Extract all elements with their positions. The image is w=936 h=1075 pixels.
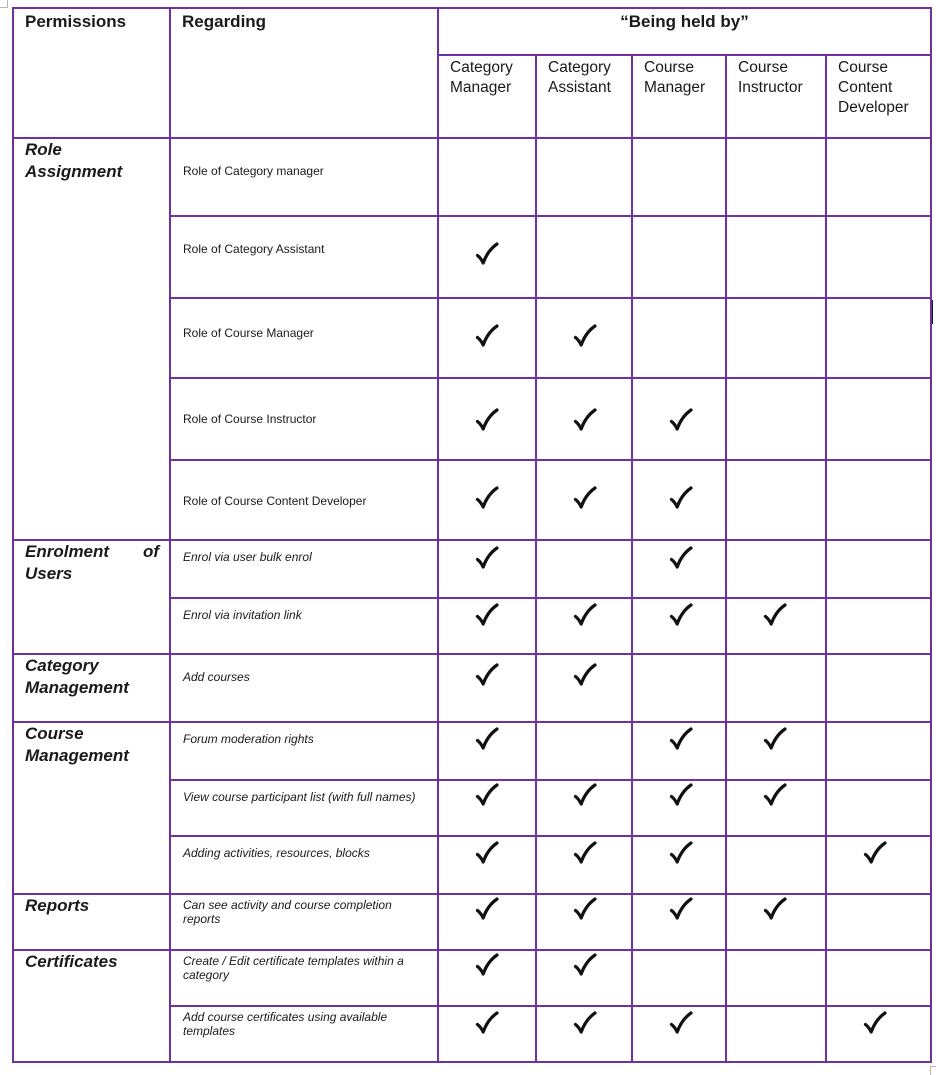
section-title-line: Management [25, 678, 129, 697]
checkmark-icon [669, 1011, 693, 1035]
table-row [13, 950, 931, 1006]
permission-cell-course-manager [632, 460, 726, 540]
table-row [13, 722, 931, 780]
permission-cell-category-manager [438, 950, 536, 1006]
permission-cell-course-instructor [726, 722, 826, 780]
permission-cell-course-content-developer [826, 950, 931, 1006]
permission-cell-course-content-developer [826, 298, 931, 378]
permission-cell-course-manager [632, 1006, 726, 1062]
section-title-reports [13, 894, 170, 950]
permission-cell-course-instructor [726, 540, 826, 598]
permission-cell-course-manager [632, 378, 726, 460]
section-title-enrolment-of-users [13, 540, 170, 654]
permission-cell-course-manager [632, 298, 726, 378]
regarding-cell: Adding activities, resources, blocks [170, 836, 438, 894]
regarding-cell: Add course certificates using available templates [170, 1006, 438, 1062]
permission-cell-category-manager [438, 138, 536, 216]
crop-mark-top-left [0, 0, 8, 8]
table-row [13, 654, 931, 722]
permission-cell-category-assistant [536, 722, 632, 780]
checkmark-icon [763, 603, 787, 627]
header-regarding: Regarding [170, 8, 438, 138]
checkmark-icon [475, 1011, 499, 1035]
checkmark-icon [573, 486, 597, 510]
header-role-course-manager [632, 55, 726, 138]
permission-cell-category-assistant [536, 836, 632, 894]
regarding-cell: Role of Category Assistant [170, 216, 438, 298]
table-header [13, 8, 931, 138]
permission-cell-course-content-developer [826, 780, 931, 836]
permission-cell-category-assistant [536, 894, 632, 950]
table-row [13, 138, 931, 216]
checkmark-icon [475, 663, 499, 687]
permission-cell-category-assistant [536, 298, 632, 378]
section-title-certificates [13, 950, 170, 1062]
permission-cell-course-instructor [726, 598, 826, 654]
section-title-line: Category [25, 656, 99, 675]
header-role-line: Developer [838, 99, 909, 116]
permission-cell-category-assistant [536, 138, 632, 216]
regarding-cell: Add courses [170, 654, 438, 722]
checkmark-icon [669, 546, 693, 570]
section-title-course-management [13, 722, 170, 894]
header-role-course-content-developer [826, 55, 931, 138]
permission-cell-course-content-developer [826, 378, 931, 460]
permission-cell-category-assistant [536, 598, 632, 654]
permission-cell-course-content-developer [826, 1006, 931, 1062]
checkmark-icon [573, 603, 597, 627]
permission-cell-category-manager [438, 298, 536, 378]
permissions-table [12, 7, 932, 1063]
permission-cell-category-assistant [536, 654, 632, 722]
checkmark-icon [669, 603, 693, 627]
permission-cell-category-manager [438, 460, 536, 540]
checkmark-icon [475, 897, 499, 921]
permission-cell-category-assistant [536, 780, 632, 836]
checkmark-icon [475, 783, 499, 807]
header-role-category-manager [438, 55, 536, 138]
section-title-role-assignment [13, 138, 170, 540]
permission-cell-course-manager [632, 894, 726, 950]
section-title-line: Reports [25, 896, 90, 915]
regarding-cell: Role of Course Instructor [170, 378, 438, 460]
permission-cell-category-manager [438, 894, 536, 950]
permission-cell-course-manager [632, 654, 726, 722]
checkmark-icon [669, 486, 693, 510]
checkmark-icon [475, 841, 499, 865]
permission-cell-course-manager [632, 540, 726, 598]
header-role-line: Course [738, 59, 788, 76]
permission-cell-course-instructor [726, 216, 826, 298]
table-body [13, 138, 931, 1062]
permission-cell-course-manager [632, 138, 726, 216]
regarding-cell: View course participant list (with full names) [170, 780, 438, 836]
section-title-line: Role [25, 140, 62, 159]
section-title-category-management [13, 654, 170, 722]
checkmark-icon [573, 1011, 597, 1035]
section-title-line: Assignment [25, 162, 123, 181]
header-role-line: Assistant [548, 79, 611, 96]
permission-cell-course-content-developer [826, 894, 931, 950]
permission-cell-course-content-developer [826, 836, 931, 894]
checkmark-icon [573, 841, 597, 865]
permission-cell-category-manager [438, 722, 536, 780]
permission-cell-category-assistant [536, 378, 632, 460]
permission-cell-course-instructor [726, 836, 826, 894]
regarding-cell: Forum moderation rights [170, 722, 438, 780]
table-row [13, 540, 931, 598]
permission-cell-course-content-developer [826, 216, 931, 298]
checkmark-icon [475, 242, 499, 266]
permission-cell-course-content-developer [826, 654, 931, 722]
header-role-category-assistant [536, 55, 632, 138]
permission-cell-category-assistant [536, 460, 632, 540]
permission-cell-course-instructor [726, 298, 826, 378]
permission-cell-category-assistant [536, 1006, 632, 1062]
permission-cell-course-instructor [726, 780, 826, 836]
header-role-line: Content [838, 79, 893, 96]
checkmark-icon [669, 783, 693, 807]
checkmark-icon [573, 408, 597, 432]
permission-cell-course-content-developer [826, 722, 931, 780]
section-title-line: Enrolment of [25, 542, 159, 561]
permission-cell-category-assistant [536, 216, 632, 298]
header-role-line: Course [644, 59, 694, 76]
permission-cell-category-manager [438, 1006, 536, 1062]
permission-cell-course-content-developer [826, 540, 931, 598]
checkmark-icon [763, 897, 787, 921]
permission-cell-course-manager [632, 216, 726, 298]
permission-cell-course-manager [632, 780, 726, 836]
checkmark-icon [763, 783, 787, 807]
checkmark-icon [763, 727, 787, 751]
regarding-cell: Role of Course Manager [170, 298, 438, 378]
permission-cell-category-assistant [536, 540, 632, 598]
table-row [13, 894, 931, 950]
permission-cell-category-manager [438, 654, 536, 722]
permission-cell-course-manager [632, 836, 726, 894]
checkmark-icon [475, 546, 499, 570]
permission-cell-course-instructor [726, 138, 826, 216]
permission-cell-course-instructor [726, 1006, 826, 1062]
section-title-line: Certificates [25, 952, 118, 971]
permission-cell-category-manager [438, 378, 536, 460]
permission-cell-course-content-developer [826, 138, 931, 216]
checkmark-icon [475, 953, 499, 977]
section-title-line: Users [25, 564, 73, 583]
checkmark-icon [573, 663, 597, 687]
header-role-line: Category [548, 59, 611, 76]
regarding-cell: Role of Course Content Developer [170, 460, 438, 540]
permission-cell-category-manager [438, 836, 536, 894]
permission-cell-category-manager [438, 598, 536, 654]
section-title-line: Management [25, 746, 129, 765]
checkmark-icon [669, 408, 693, 432]
permission-cell-course-instructor [726, 460, 826, 540]
permission-cell-course-instructor [726, 378, 826, 460]
permission-cell-course-content-developer [826, 598, 931, 654]
checkmark-icon [573, 897, 597, 921]
permission-cell-course-manager [632, 598, 726, 654]
permission-cell-course-manager [632, 722, 726, 780]
header-role-course-instructor [726, 55, 826, 138]
header-role-line: Instructor [738, 79, 803, 96]
header-role-line: Course [838, 59, 888, 76]
permission-cell-category-manager [438, 216, 536, 298]
regarding-cell: Create / Edit certificate templates within a category [170, 950, 438, 1006]
section-title-line: Course [25, 724, 84, 743]
regarding-cell: Enrol via invitation link [170, 598, 438, 654]
checkmark-icon [573, 324, 597, 348]
checkmark-icon [669, 897, 693, 921]
permission-cell-course-instructor [726, 654, 826, 722]
regarding-cell: Role of Category manager [170, 138, 438, 216]
checkmark-icon [863, 841, 887, 865]
checkmark-icon [669, 841, 693, 865]
permission-cell-category-assistant [536, 950, 632, 1006]
permission-cell-course-instructor [726, 950, 826, 1006]
checkmark-icon [669, 727, 693, 751]
header-role-line: Manager [644, 79, 706, 96]
permission-cell-course-content-developer [826, 460, 931, 540]
checkmark-icon [475, 603, 499, 627]
checkmark-icon [475, 324, 499, 348]
header-being-held-by: “Being held by” [438, 8, 931, 55]
checkmark-icon [475, 408, 499, 432]
regarding-cell: Can see activity and course completion reports [170, 894, 438, 950]
header-permissions: Permissions [13, 8, 170, 138]
permission-cell-category-manager [438, 540, 536, 598]
checkmark-icon [863, 1011, 887, 1035]
permission-cell-category-manager [438, 780, 536, 836]
checkmark-icon [475, 486, 499, 510]
checkmark-icon [573, 953, 597, 977]
checkmark-icon [475, 727, 499, 751]
permission-cell-course-manager [632, 950, 726, 1006]
checkmark-icon [573, 783, 597, 807]
regarding-cell: Enrol via user bulk enrol [170, 540, 438, 598]
header-role-line: Category [450, 59, 513, 76]
permission-cell-course-instructor [726, 894, 826, 950]
header-role-line: Manager [450, 79, 512, 96]
